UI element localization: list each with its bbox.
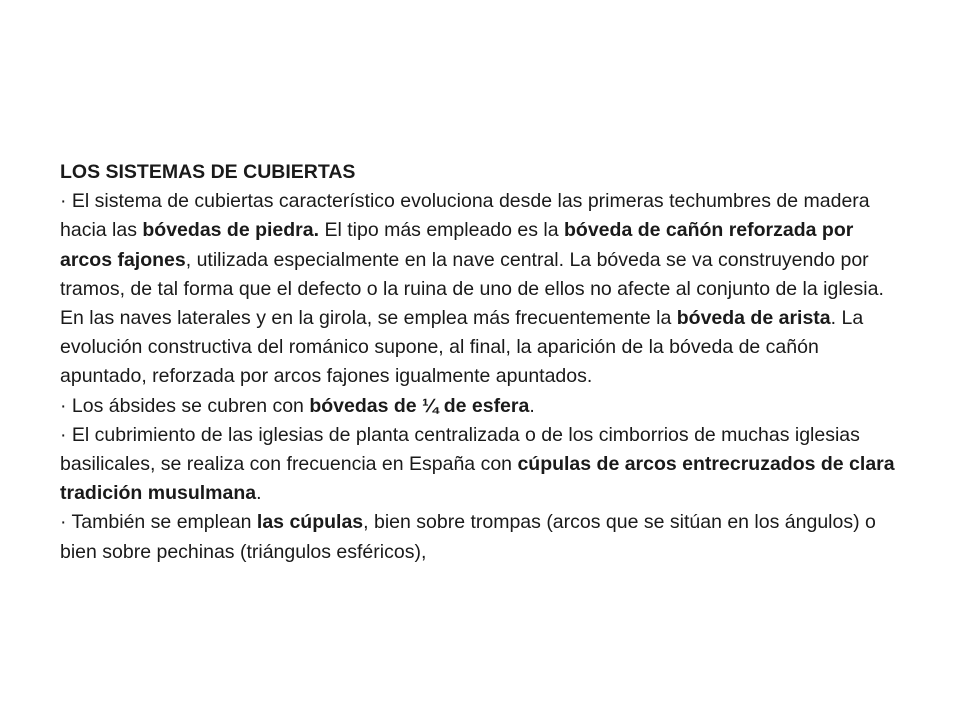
- paragraph-segment: .: [529, 394, 535, 417]
- paragraph-segment: · También se emplean: [60, 511, 257, 534]
- paragraph-segment-bold: las cúpulas: [256, 511, 364, 534]
- paragraph-segment-bold: bóvedas de ¼ de esfera: [309, 394, 530, 417]
- paragraph-segment-bold: bóveda de cañón reforzada por arcos fajones: [60, 219, 854, 271]
- paragraph-segment: . La evolución constructiva del románico supone, al final, la aparición de la bóveda de cañón apuntado, reforzada por arcos fajones igualmente apuntados.: [60, 307, 864, 388]
- paragraph-segment-bold: bóvedas de piedra.: [142, 219, 320, 242]
- paragraph-apses: [60, 392, 900, 421]
- paragraph-segment: · Los ábsides se cubren con: [60, 394, 310, 417]
- paragraph-centralized-plan: [60, 421, 900, 509]
- paragraph-segment: · El cubrimiento de las iglesias de planta centralizada o de los cimborrios de muchas iglesias basilicales, se realiza con frecuencia en España con: [60, 423, 860, 476]
- paragraph-segment: · El sistema de cubiertas característico evoluciona desde las primeras techumbres de madera hacia las: [60, 190, 870, 242]
- paragraph-roofing-system: [60, 187, 900, 391]
- paragraph-segment: , bien sobre trompas (arcos que se sitúan en los ángulos) o bien sobre pechinas (triángulos esféricos),: [60, 511, 876, 563]
- paragraph-segment: El tipo más empleado es la: [319, 219, 565, 242]
- paragraph-segment: , utilizada especialmente en la nave central. La bóveda se va construyendo por tramos, de tal forma que el defecto o la ruina de uno de ellos no afecte al conjunto de la iglesia. En las naves laterales y en la girola, se emplea más frecuentemente la: [60, 248, 884, 330]
- paragraph-segment-bold: cúpulas de arcos entrecruzados de clara tradición musulmana: [60, 453, 895, 505]
- paragraph-segment-bold: bóveda de arista: [676, 307, 831, 330]
- paragraph-domes: [60, 508, 900, 566]
- paragraph-segment: .: [256, 482, 262, 505]
- section-title: LOS SISTEMAS DE CUBIERTAS: [60, 161, 356, 183]
- text-body: [60, 158, 900, 567]
